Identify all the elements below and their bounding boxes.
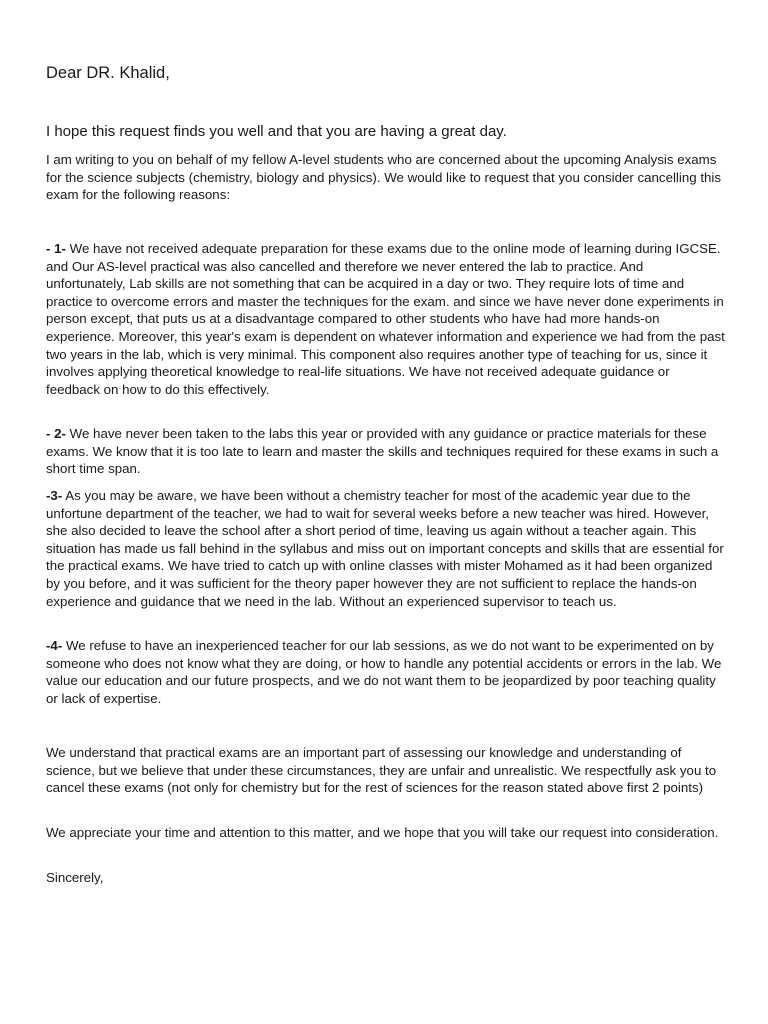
- reason-3-text: As you may be aware, we have been without a chemistry teacher for most of the academic year due to the unfortune department of the teacher, we had to wait for several weeks before a new teacher was hired. However, she also decided to leave the school after a short period of time, leaving us again without a teacher again. This situation has made us fall behind in the syllabus and miss out on important concepts and skills that are essential for the practical exams. We have tried to catch up with online classes with mister Mohamed as it had been organized by you before, and it was sufficient for the theory paper however they are not sufficient to replace the hands-on experience and guidance that we need in the lab. Without an experienced supervisor to teach us.: [46, 488, 724, 609]
- understanding-paragraph: We understand that practical exams are an important part of assessing our knowledge and understanding of science, but we believe that under these circumstances, they are unfair and unrealistic. We respectfully ask you to cancel these exams (not only for chemistry but for the rest of sciences for the reason stated above first 2 points): [46, 745, 717, 796]
- greeting-line: I hope this request finds you well and that you are having a great day.: [46, 123, 507, 140]
- appreciation-paragraph: We appreciate your time and attention to this matter, and we hope that you will take our request into consideration.: [46, 825, 719, 840]
- reason-1-text: We have not received adequate preparation for these exams due to the online mode of learning during IGCSE. and Our AS-level practical was also cancelled and therefore we never entered the lab to practice. And unfortunately, Lab skills are not something that can be acquired in a day or two. They require lots of time and practice to overcome errors and master the techniques for the exam. and since we have never done experiments in person except, that puts us at a disadvantage compared to other students who have had more hands-on experience. Moreover, this year's exam is dependent on whatever information and experience we had from the past two years in the lab, which is very minimal. This component also requires another type of teaching for us, since it involves applying theoretical knowledge to real-life situations. We have not received adequate guidance or feedback on how to do this effectively.: [46, 241, 725, 397]
- closing-line: Sincerely,: [46, 870, 104, 885]
- reason-2-paragraph: [46, 425, 726, 478]
- reason-3-marker: -3-: [46, 488, 63, 503]
- reason-3-paragraph: [46, 487, 726, 610]
- salutation: Dear DR. Khalid,: [46, 64, 170, 82]
- reason-2-text: We have never been taken to the labs this year or provided with any guidance or practice materials for these exams. We know that it is too late to learn and master the skills and techniques required for these exams in such a short time span.: [46, 426, 719, 477]
- reason-4-text: We refuse to have an inexperienced teacher for our lab sessions, as we do not want to be experimented on by someone who does not know what they are doing, or how to handle any potential accidents or errors in the lab. We value our education and our future prospects, and we do not want them to be jeopardized by poor teaching quality or lack of expertise.: [46, 638, 722, 706]
- reason-2-marker: - 2-: [46, 426, 66, 441]
- reason-1-marker: - 1-: [46, 241, 66, 256]
- reason-1-paragraph: [46, 240, 726, 398]
- intro-paragraph: I am writing to you on behalf of my fellow A-level students who are concerned about the upcoming Analysis exams for the science subjects (chemistry, biology and physics). We would like to request that you consider cancelling this exam for the following reasons:: [46, 152, 722, 203]
- reason-4-marker: -4-: [46, 638, 63, 653]
- reason-4-paragraph: [46, 637, 726, 707]
